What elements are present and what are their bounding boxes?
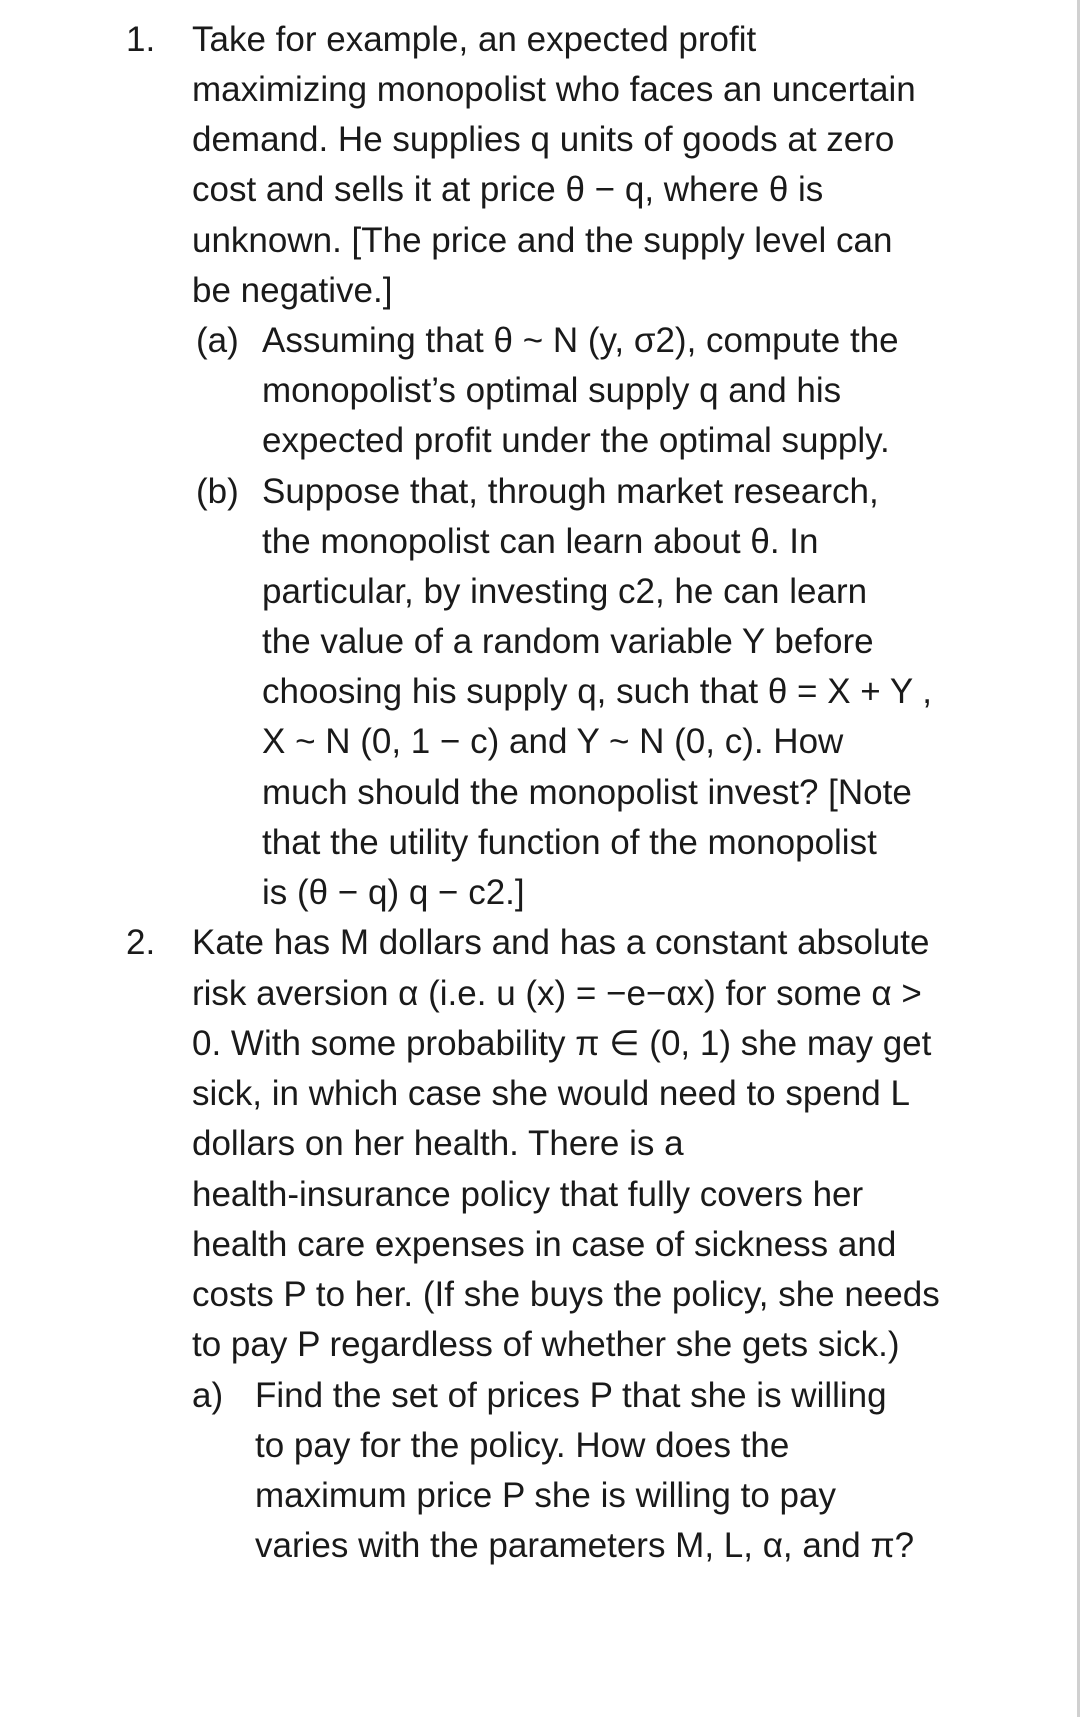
question-text-line: health-insurance policy that fully covers her <box>192 1175 864 1214</box>
part-text-line: expected profit under the optimal supply. <box>262 421 890 460</box>
part-text-line: to pay for the policy. How does the <box>255 1426 790 1465</box>
question-text-line: cost and sells it at price θ − q, where θ is <box>192 170 824 209</box>
part-text-line: is (θ − q) q − c2.] <box>262 873 525 912</box>
question-text-line: to pay P regardless of whether she gets sick.) <box>192 1325 900 1364</box>
part-text-line: that the utility function of the monopolist <box>262 823 877 862</box>
question-text-line: maximizing monopolist who faces an uncertain <box>192 70 916 109</box>
part-text-line: maximum price P she is willing to pay <box>255 1476 836 1515</box>
part-text-line: particular, by investing c2, he can learn <box>262 572 868 611</box>
question-text-line: health care expenses in case of sickness and <box>192 1225 897 1264</box>
question-text-line: risk aversion α (i.e. u (x) = −e−αx) for some α > <box>192 974 922 1013</box>
question-number: 2. <box>126 923 156 962</box>
part-text-line: Find the set of prices P that she is willing <box>255 1376 887 1415</box>
part-text-line: Suppose that, through market research, <box>262 472 879 511</box>
part-label: (a) <box>196 321 239 360</box>
question-text-line: unknown. [The price and the supply level can <box>192 221 893 260</box>
part-text-line: the value of a random variable Y before <box>262 622 874 661</box>
question-text-line: dollars on her health. There is a <box>192 1124 684 1163</box>
part-text-line: varies with the parameters M, L, α, and π? <box>255 1526 915 1565</box>
part-text-line: Assuming that θ ~ N (y, σ2), compute the <box>262 321 899 360</box>
question-text-line: Take for example, an expected profit <box>192 20 757 59</box>
part-label: a) <box>192 1376 224 1415</box>
question-text-line: costs P to her. (If she buys the policy, she needs <box>192 1275 940 1314</box>
question-number: 1. <box>126 20 156 59</box>
question-text-line: sick, in which case she would need to spend L <box>192 1074 910 1113</box>
question-text-line: demand. He supplies q units of goods at zero <box>192 120 895 159</box>
question-text-line: 0. With some probability π ∈ (0, 1) she may get <box>192 1024 932 1063</box>
part-text-line: the monopolist can learn about θ. In <box>262 522 819 561</box>
question-text-line: be negative.] <box>192 271 393 310</box>
part-label: (b) <box>196 472 239 511</box>
part-text-line: monopolist’s optimal supply q and his <box>262 371 842 410</box>
part-text-line: X ~ N (0, 1 − c) and Y ~ N (0, c). How <box>262 722 844 761</box>
question-text-line: Kate has M dollars and has a constant absolute <box>192 923 930 962</box>
part-text-line: choosing his supply q, such that θ = X + Y , <box>262 672 932 711</box>
part-text-line: much should the monopolist invest? [Note <box>262 773 912 812</box>
